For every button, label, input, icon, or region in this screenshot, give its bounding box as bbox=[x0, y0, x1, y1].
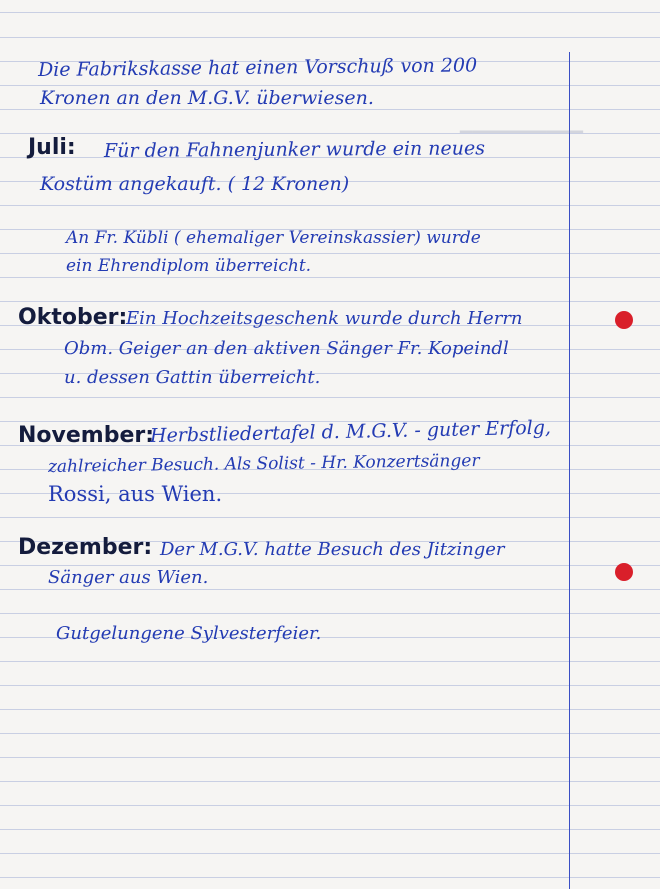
november-line-3: Rossi, aus Wien. bbox=[48, 482, 223, 506]
juli-line-4: ein Ehrendiplom überreicht. bbox=[66, 256, 312, 276]
intro-line-2: Kronen an den M.G.V. überwiesen. bbox=[40, 87, 374, 109]
juli-line-2: Kostüm angekauft. ( 12 Kronen) bbox=[40, 173, 350, 195]
juli-line-1: Für den Fahnenjunker wurde ein neues bbox=[103, 137, 486, 162]
month-juli: Juli: bbox=[28, 135, 76, 160]
juli-line-3: An Fr. Kübli ( ehemaliger Vereinskassier) wurde bbox=[66, 228, 481, 248]
punch-hole-upper bbox=[615, 311, 633, 329]
oktober-line-2: Obm. Geiger an den aktiven Sänger Fr. Kopeindl bbox=[64, 338, 509, 359]
dezember-line-2: Sänger aus Wien. bbox=[48, 567, 209, 588]
november-line-1: Herbstliedertafel d. M.G.V. - guter Erfolg, bbox=[149, 416, 552, 447]
month-november: November: bbox=[18, 423, 155, 448]
bleed-through: ▁▁▁▁▁▁▁▁▁▁ bbox=[460, 114, 584, 133]
month-dezember: Dezember: bbox=[18, 535, 153, 560]
dezember-line-1: Der M.G.V. hatte Besuch des Jitzinger bbox=[160, 539, 505, 560]
intro-line-1: Die Fabrikskasse hat einen Vorschuß von 200 bbox=[37, 54, 478, 81]
oktober-line-3: u. dessen Gattin überreicht. bbox=[64, 367, 321, 388]
punch-hole-lower bbox=[615, 563, 633, 581]
oktober-line-1: Ein Hochzeitsgeschenk wurde durch Herrn bbox=[126, 308, 523, 329]
dezember-line-3: Gutgelungene Sylvesterfeier. bbox=[56, 623, 322, 644]
margin-line bbox=[569, 52, 570, 889]
month-oktober: Oktober: bbox=[18, 305, 128, 330]
november-line-2: zahlreicher Besuch. Als Solist - Hr. Konzertsänger bbox=[47, 450, 480, 477]
